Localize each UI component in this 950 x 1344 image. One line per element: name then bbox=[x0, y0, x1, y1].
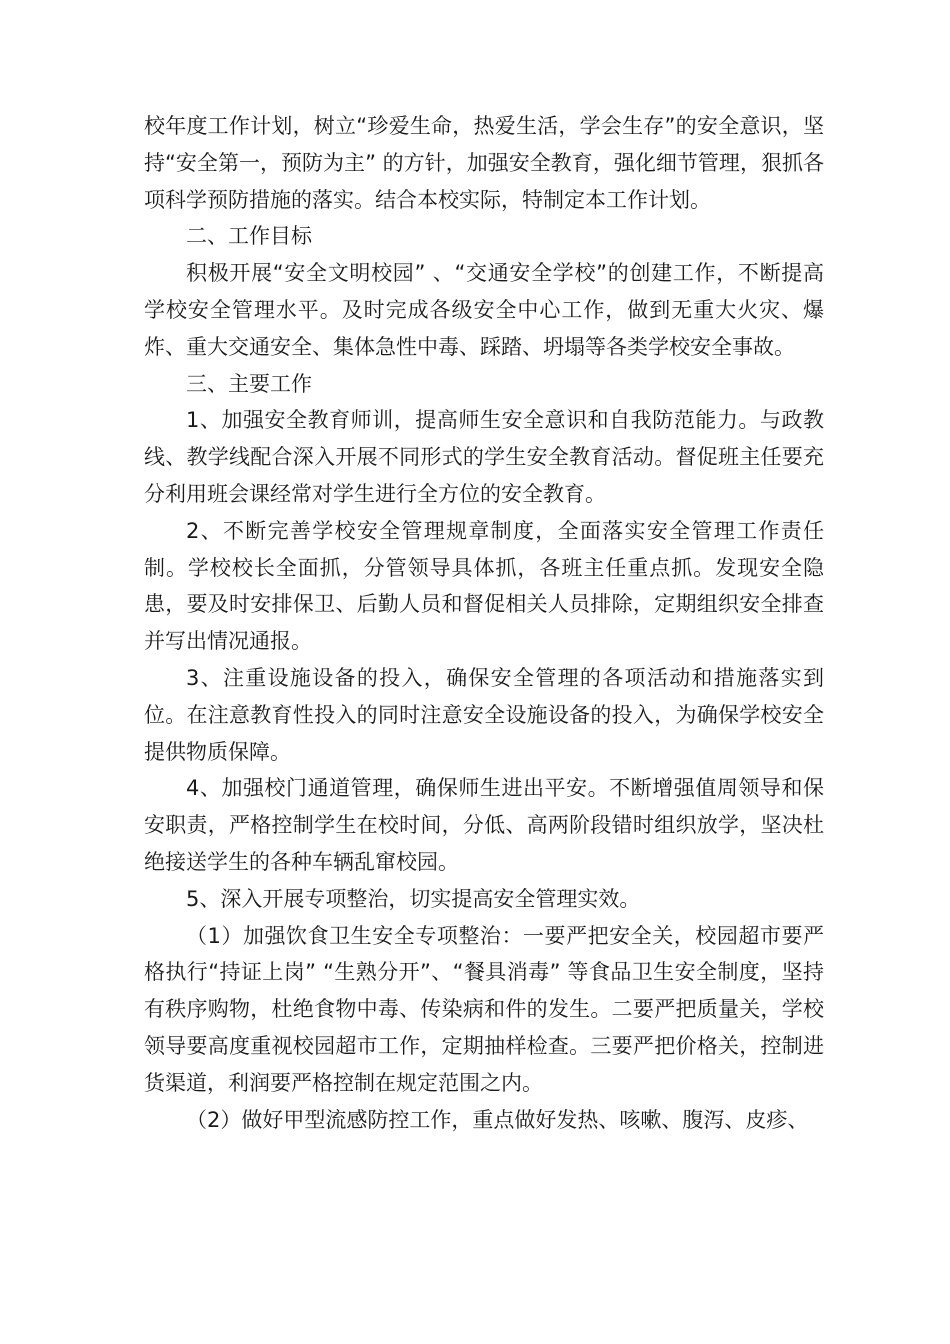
paragraph-intro: 校年度工作计划，树立“珍爱生命，热爱生活，学会生存”的安全意识，坚持“安全第一，预防为主” 的方针，加强安全教育，强化细节管理，狠抓各项科学预防措施的落实。结合本校实际，特制定本工作计划。 bbox=[144, 114, 824, 212]
paragraph-item-5: 5、深入开展专项整治，切实提高安全管理实效。 bbox=[186, 886, 641, 911]
paragraph-item-2: 2、不断完善学校安全管理规章制度，全面落实安全管理工作责任制。学校校长全面抓，分管领导具体抓，各班主任重点抓。发现安全隐患，要及时安排保卫、后勤人员和督促相关人员排除，定期组织安全排查并写出情况通报。 bbox=[144, 518, 824, 654]
section-heading-main-work: 三、主要工作 bbox=[186, 371, 312, 396]
paragraph-item-4: 4、加强校门通道管理，确保师生进出平安。不断增强值周领导和保安职责，严格控制学生在校时间，分低、高两阶段错时组织放学，坚决杜绝接送学生的各种车辆乱窜校园。 bbox=[144, 776, 824, 874]
paragraph-subitem-1: （1）加强饮食卫生安全专项整治：一要严把安全关，校园超市要严格执行“持证上岗” “生熟分开”、“餐具消毒” 等食品卫生安全制度，坚持有秩序购物，杜绝食物中毒、传染病和件的发生。二要严把质量关，学校领导要高度重视校园超市工作，定期抽样检查。三要严把价格关，控制进货渠道，利润要严格控制在规定范围之内。 bbox=[144, 923, 824, 1095]
paragraph-item-1: 1、加强安全教育师训，提高师生安全意识和自我防范能力。与政教线、教学线配合深入开展不同形式的学生安全教育活动。督促班主任要充分利用班会课经常对学生进行全方位的安全教育。 bbox=[144, 408, 824, 506]
document-page bbox=[144, 108, 824, 1138]
paragraph-goals: 积极开展“安全文明校园” 、“交通安全学校”的创建工作，不断提高学校安全管理水平。及时完成各级安全中心工作，做到无重大火灾、爆炸、重大交通安全、集体急性中毒、踩踏、坍塌等各类学校安全事故。 bbox=[144, 261, 824, 359]
section-heading-goals: 二、工作目标 bbox=[186, 224, 312, 249]
paragraph-item-3: 3、注重设施设备的投入，确保安全管理的各项活动和措施落实到位。在注意教育性投入的同时注意安全设施设备的投入，为确保学校安全提供物质保障。 bbox=[144, 665, 824, 764]
paragraph-subitem-2: （2）做好甲型流感防控工作，重点做好发热、咳嗽、腹泻、皮疹、 bbox=[186, 1107, 809, 1132]
